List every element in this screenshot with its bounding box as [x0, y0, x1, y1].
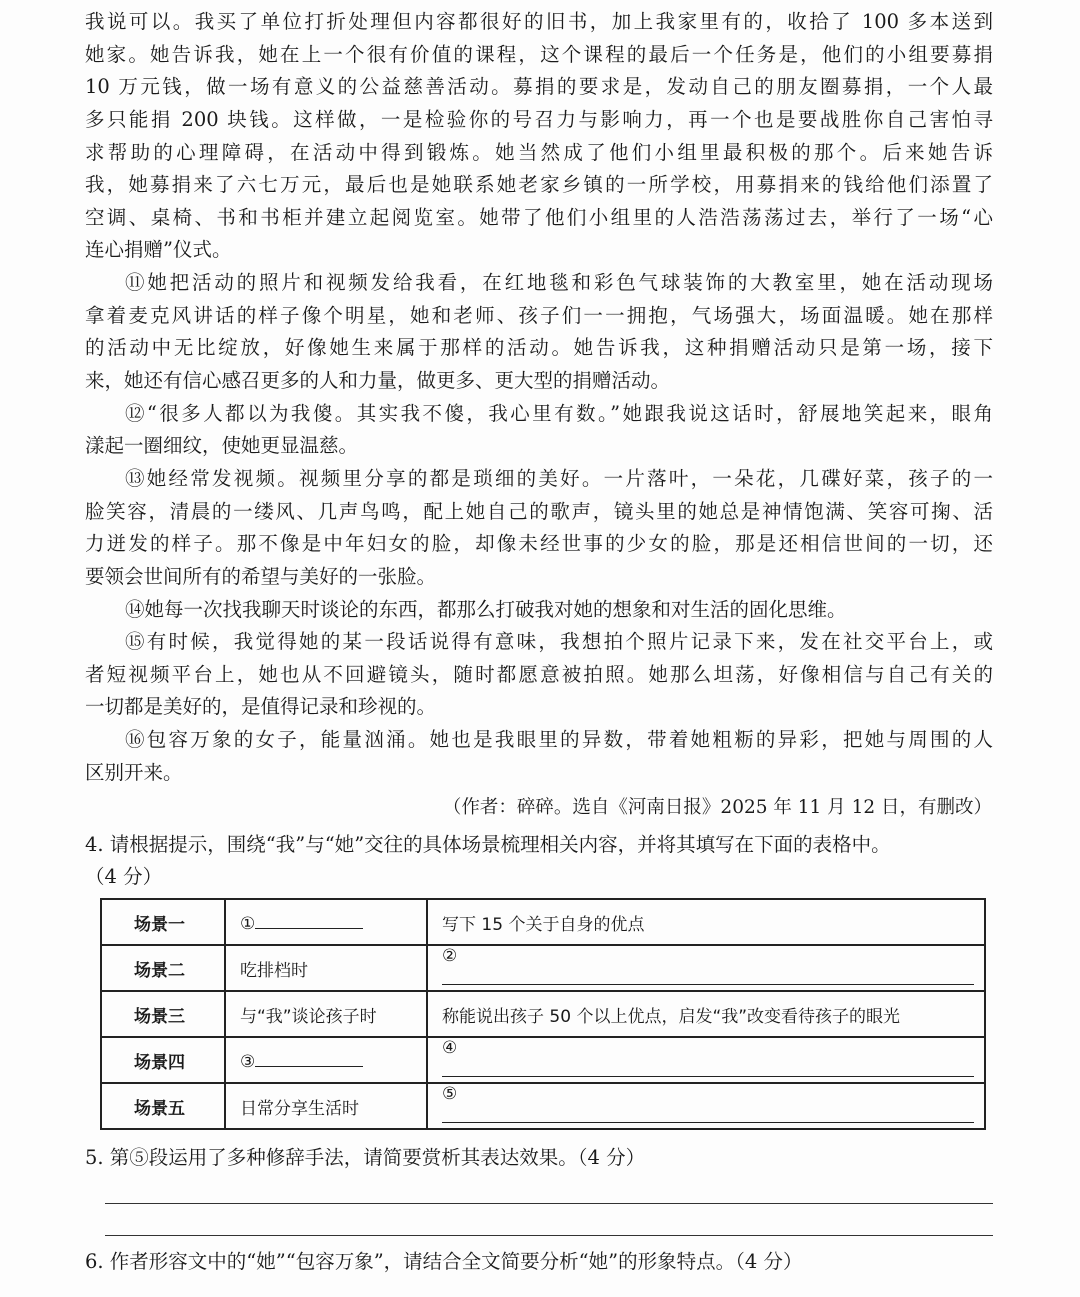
- fill-in-blank[interactable]: [442, 1104, 974, 1123]
- paragraph-line: 区别开来。: [85, 760, 183, 784]
- answer-line[interactable]: [105, 1235, 993, 1236]
- scene-table: [100, 898, 986, 1130]
- paragraph-line: ⑬她经常发视频。视频里分享的都是琐细的美好。一片落叶，一朵花，几碟好菜，孩子的一: [125, 466, 993, 490]
- question-5: 5. 第⑤段运用了多种修辞手法，请简要赏析其表达效果。（4 分）: [85, 1146, 646, 1169]
- cell-text: 场景四: [134, 1052, 185, 1073]
- table-cell[interactable]: [427, 1083, 985, 1129]
- paragraph-line: 的活动中无比绽放，好像她生来属于那样的活动。她告诉我，这种捐赠活动只是第一场，接下: [85, 336, 993, 360]
- table-row: [101, 1083, 985, 1129]
- paragraph-line: ⑯包容万象的女子，能量汹涌。她也是我眼里的异数，带着她粗粝的异彩，把她与周围的人: [125, 728, 993, 752]
- table-cell[interactable]: [225, 1037, 427, 1083]
- fill-in-blank[interactable]: [442, 966, 974, 985]
- question-4-score: （4 分）: [85, 865, 163, 888]
- fill-in-blank[interactable]: [442, 1058, 974, 1077]
- table-cell: [101, 1037, 225, 1083]
- cell-text: 场景五: [134, 1098, 185, 1119]
- table-cell[interactable]: [427, 945, 985, 991]
- cell-text: ③: [240, 1052, 256, 1072]
- paragraph-line: ⑮有时候，我觉得她的某一段话说得有意味，我想拍个照片记录下来，发在社交平台上，或: [125, 630, 993, 654]
- paragraph-line: 要领会世间所有的希望与美好的一张脸。: [85, 564, 437, 588]
- cell-text: 称能说出孩子 50 个以上优点，启发“我”改变看待孩子的眼光: [442, 1006, 901, 1027]
- paragraph-line: 求帮助的心理障碍，在活动中得到锻炼。她当然成了他们小组里最积极的那个。后来她告诉: [85, 140, 993, 164]
- paragraph-line: 我，她募捐来了六七万元，最后也是她联系她老家乡镇的一所学校，用募捐来的钱给他们添置了: [85, 173, 993, 197]
- paragraph-line: 脸笑容，清晨的一缕风、几声鸟鸣，配上她自己的歌声，镜头里的她总是神情饱满、笑容可掬、活: [85, 499, 993, 523]
- table-cell: [225, 1083, 427, 1129]
- paragraph-line: ⑪她把活动的照片和视频发给我看，在红地毯和彩色气球装饰的大教室里，她在活动现场: [125, 271, 993, 295]
- paragraph-line: 漾起一圈细纹，使她更显温慈。: [85, 434, 359, 458]
- question-6: 6. 作者形容文中的“她”“包容万象”，请结合全文简要分析“她”的形象特点。（4 分）: [85, 1250, 803, 1273]
- passage: [85, 6, 993, 789]
- table-cell: [101, 1083, 225, 1129]
- paragraph-line: 来，她还有信心感召更多的人和力量，做更多、更大型的捐赠活动。: [85, 369, 671, 393]
- paragraph-line: 她家。她告诉我，她在上一个很有价值的课程，这个课程的最后一个任务是，他们的小组要募捐: [85, 42, 993, 66]
- cell-text: ⑤: [442, 1084, 458, 1104]
- cell-text: 与“我”谈论孩子时: [240, 1006, 377, 1027]
- fill-in-blank[interactable]: [255, 910, 363, 929]
- table-row: [101, 945, 985, 991]
- paragraph-line: 多只能捐 200 块钱。这样做，一是检验你的号召力与影响力，再一个也是要战胜你自己害怕寻: [85, 107, 993, 131]
- table-cell: [225, 945, 427, 991]
- paragraph-line: 者短视频平台上，她也从不回避镜头，随时都愿意被拍照。她那么坦荡，好像相信与自己有关的: [85, 662, 993, 686]
- cell-text: 场景一: [134, 914, 185, 935]
- table-cell: [101, 899, 225, 945]
- cell-text: 日常分享生活时: [240, 1098, 359, 1119]
- answer-line[interactable]: [105, 1203, 993, 1204]
- table-cell[interactable]: [427, 1037, 985, 1083]
- cell-text: 场景三: [134, 1006, 185, 1027]
- paragraph-line: 一切都是美好的，是值得记录和珍视的。: [85, 695, 437, 719]
- paragraph-line: 10 万元钱，做一场有意义的公益慈善活动。募捐的要求是，发动自己的朋友圈募捐，一个人最: [85, 75, 993, 99]
- table-cell: [225, 991, 427, 1037]
- paragraph-line: ⑫“很多人都以为我傻。其实我不傻，我心里有数。”她跟我说这话时，舒展地笑起来，眼角: [125, 401, 993, 425]
- paragraph-line: 力迸发的样子。那不像是中年妇女的脸，却像未经世事的少女的脸，那是还相信世间的一切，还: [85, 532, 993, 556]
- paragraph-line: 拿着麦克风讲话的样子像个明星，她和老师、孩子们一一拥抱，气场强大，场面温暖。她在那样: [85, 303, 993, 327]
- paragraph-line: ⑭她每一次找我聊天时谈论的东西，都那么打破我对她的想象和对生活的固化思维。: [125, 597, 847, 621]
- table-cell: [427, 991, 985, 1037]
- paragraph-line: 我说可以。我买了单位打折处理但内容都很好的旧书，加上我家里有的，收拾了 100 多本送到: [85, 10, 993, 33]
- paragraph-line: 空调、桌椅、书和书柜并建立起阅览室。她带了他们小组里的人浩浩荡荡过去，举行了一场“心: [85, 205, 993, 229]
- table-cell[interactable]: [225, 899, 427, 945]
- table-row: [101, 899, 985, 945]
- table-row: [101, 1037, 985, 1083]
- cell-text: 场景二: [134, 960, 185, 981]
- source-citation: （作者：碎碎。选自《河南日报》2025 年 11 月 12 日，有删改）: [442, 797, 992, 818]
- table-cell: [101, 945, 225, 991]
- table-row: [101, 991, 985, 1037]
- question-4: 4. 请根据提示，围绕“我”与“她”交往的具体场景梳理相关内容，并将其填写在下面的表格中。: [85, 833, 891, 856]
- cell-text: ②: [442, 946, 458, 966]
- cell-text: ④: [442, 1038, 458, 1058]
- table-cell: [427, 899, 985, 945]
- cell-text: 写下 15 个关于自身的优点: [442, 914, 645, 935]
- fill-in-blank[interactable]: [255, 1048, 363, 1067]
- cell-text: ①: [240, 914, 256, 934]
- cell-text: 吃排档时: [240, 960, 308, 981]
- paragraph-line: 连心捐赠”仪式。: [85, 238, 232, 262]
- table-cell: [101, 991, 225, 1037]
